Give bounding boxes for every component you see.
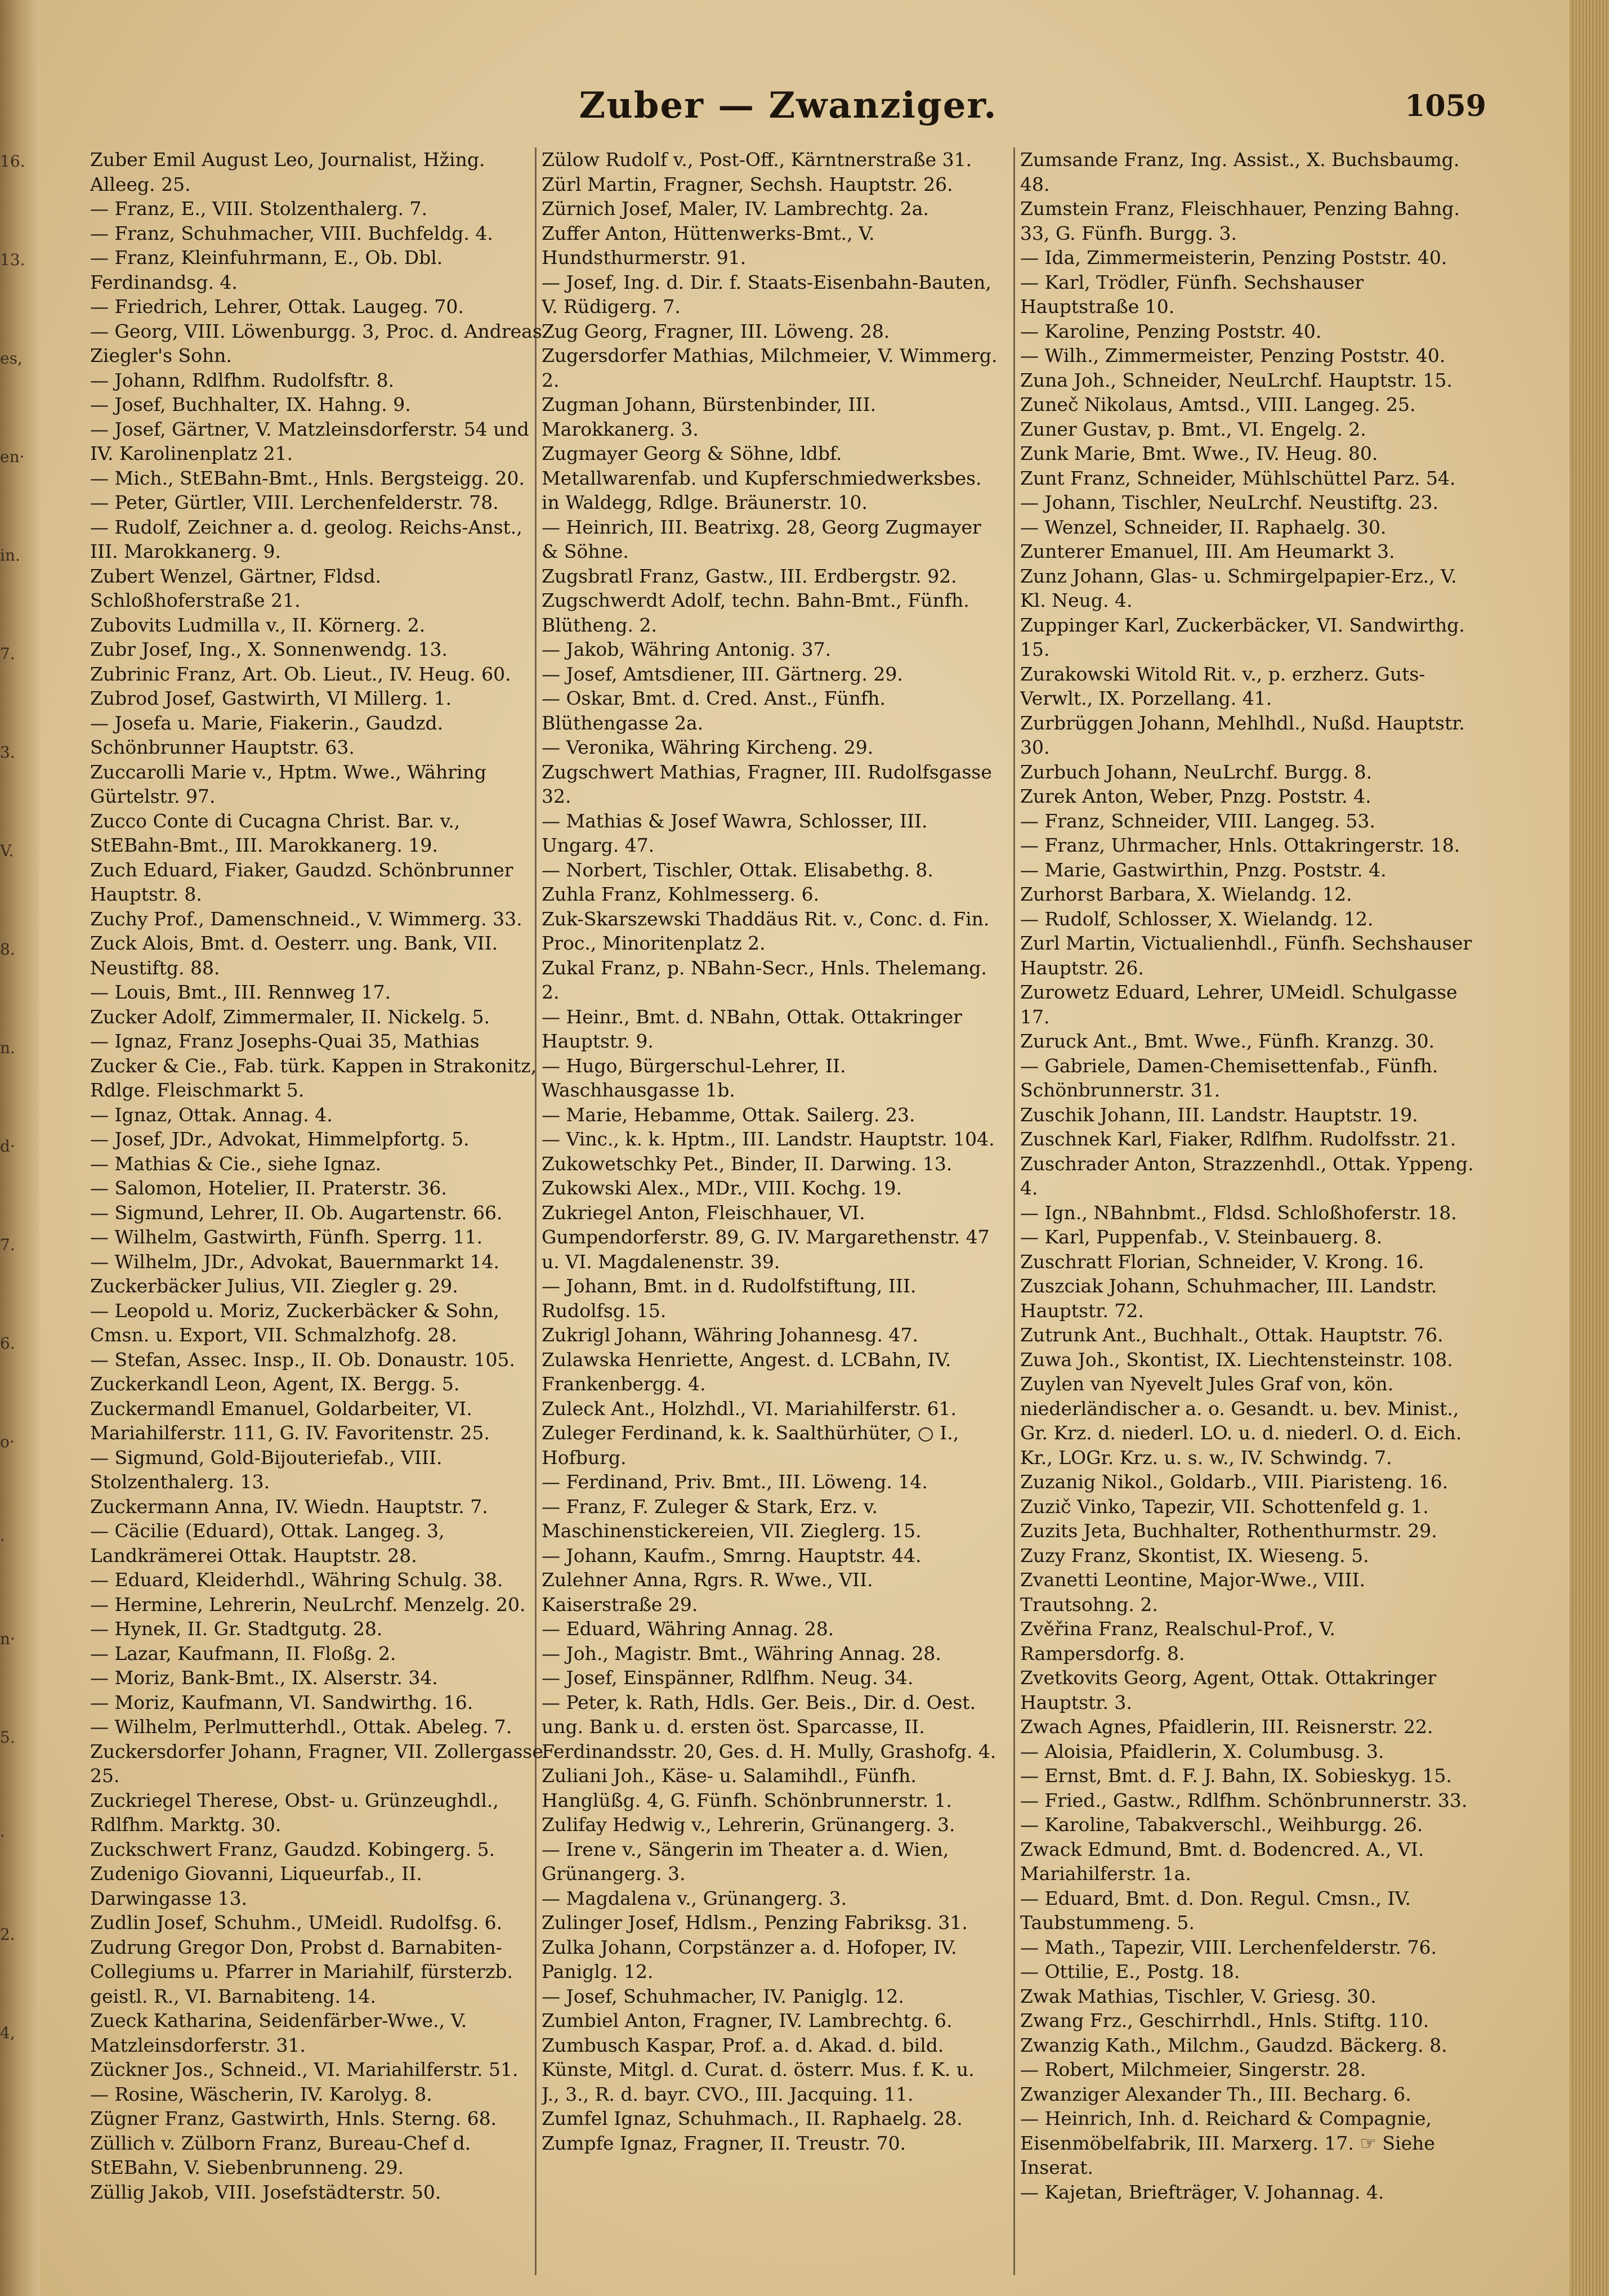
directory-entry: Zürl Martin, Fragner, Sechsh. Hauptstr. 26.: [542, 173, 953, 195]
directory-entry: — Lazar, Kaufmann, II. Floßg. 2.: [90, 1642, 396, 1664]
directory-entry: — Johann, Bmt. in d. Rudolfstiftung, III. Rudolfsg. 15.: [542, 1275, 917, 1322]
directory-entry: — Eduard, Währing Annag. 28.: [542, 1618, 834, 1640]
margin-fragment: 3.: [0, 743, 15, 762]
directory-entry: — Marie, Hebamme, Ottak. Sailerg. 23.: [542, 1103, 915, 1126]
directory-entry: Züllig Jakob, VIII. Josefstädterstr. 50.: [90, 2181, 441, 2203]
directory-entry: Zuffer Anton, Hüttenwerks-Bmt., V. Hundsthurmerstr. 91.: [542, 222, 875, 268]
directory-entry: Zückner Jos., Schneid., VI. Mariahilferstr. 51.: [90, 2058, 519, 2080]
margin-fragment: 2.: [0, 1925, 15, 1944]
directory-entry: Zunz Johann, Glas- u. Schmirgelpapier-Erz., V. Kl. Neug. 4.: [1020, 565, 1457, 611]
directory-entry: — Salomon, Hotelier, II. Praterstr. 36.: [90, 1177, 447, 1199]
directory-entry: Zumbiel Anton, Fragner, IV. Lambrechtg. 6.: [542, 2009, 953, 2031]
directory-entry: — Magdalena v., Grünangerg. 3.: [542, 1887, 847, 1909]
directory-entry: — Irene v., Sängerin im Theater a. d. Wien, Grünangerg. 3.: [542, 1838, 949, 1885]
directory-column-2: [542, 147, 998, 2281]
directory-entry: Zunk Marie, Bmt. Wwe., IV. Heug. 80.: [1020, 442, 1378, 464]
directory-entry: Zulawska Henriette, Angest. d. LCBahn, IV. Frankenbergg. 4.: [542, 1348, 951, 1395]
directory-entry: Zugersdorfer Mathias, Milchmeier, V. Wimmerg. 2.: [542, 344, 998, 391]
directory-entry: Zvetkovits Georg, Agent, Ottak. Ottakringer Hauptstr. 3.: [1020, 1667, 1437, 1713]
directory-entry: — Mathias & Cie., siehe Ignaz.: [90, 1152, 382, 1175]
directory-entry: Zuzič Vinko, Tapezir, VII. Schottenfeld g. 1.: [1020, 1495, 1429, 1518]
directory-entry: Zumfel Ignaz, Schuhmach., II. Raphaelg. 28.: [542, 2107, 963, 2129]
margin-fragment: 7.: [0, 1236, 15, 1254]
directory-entry: — Wilhelm, Perlmutterhdl., Ottak. Abeleg. 7.: [90, 1716, 512, 1738]
directory-entry: Zueck Katharina, Seidenfärber-Wwe., V. Matzleinsdorferstr. 31.: [90, 2009, 467, 2056]
directory-entry: — Franz, F. Zuleger & Stark, Erz. v. Maschinenstickereien, VII. Zieglerg. 15.: [542, 1495, 922, 1542]
directory-entry: — Oskar, Bmt. d. Cred. Anst., Fünfh. Blüthengasse 2a.: [542, 687, 886, 734]
directory-entry: — Fried., Gastw., Rdlfhm. Schönbrunnerstr. 33.: [1020, 1789, 1468, 1811]
directory-entry: Zurakowski Witold Rit. v., p. erzherz. Guts-Verwlt., IX. Porzellang. 41.: [1020, 663, 1425, 709]
directory-entry: Zuccarolli Marie v., Hptm. Wwe., Währing Gürtelstr. 97.: [90, 760, 486, 807]
directory-entry: — Ottilie, E., Postg. 18.: [1020, 1961, 1240, 1982]
directory-entry: Zugschwerdt Adolf, techn. Bahn-Bmt., Fünfh. Blütheng. 2.: [542, 589, 969, 636]
directory-entry: Zuch Eduard, Fiaker, Gaudzd. Schönbrunner Hauptstr. 8.: [90, 858, 513, 905]
directory-entry: Zutrunk Ant., Buchhalt., Ottak. Hauptstr. 76.: [1020, 1324, 1443, 1346]
directory-entry: Zumsande Franz, Ing. Assist., X. Buchsbaumg. 48.: [1020, 149, 1460, 195]
directory-entry: — Louis, Bmt., III. Rennweg 17.: [90, 981, 391, 1003]
directory-entry: — Rudolf, Zeichner a. d. geolog. Reichs-Anst., III. Marokkanerg. 9.: [90, 516, 522, 562]
directory-entry: — Eduard, Bmt. d. Don. Regul. Cmsn., IV. Taubstummeng. 5.: [1020, 1887, 1411, 1934]
directory-entry: — Rudolf, Schlosser, X. Wielandg. 12.: [1020, 907, 1374, 930]
directory-entry: Zügner Franz, Gastwirth, Hnls. Sterng. 68.: [90, 2107, 497, 2129]
directory-entry: Züllich v. Zülborn Franz, Bureau-Chef d. StEBahn, V. Siebenbrunneng. 29.: [90, 2132, 471, 2178]
directory-entry: — Eduard, Kleiderhdl., Währing Schulg. 38.: [90, 1569, 503, 1591]
directory-entry: Zuckriegel Therese, Obst- u. Grünzeughdl., Rdlfhm. Marktg. 30.: [90, 1789, 499, 1836]
directory-entry: Zuber Emil August Leo, Journalist, Hžing. Alleeg. 25.: [90, 149, 485, 195]
directory-entry: — Jakob, Währing Antonig. 37.: [542, 638, 832, 660]
directory-entry: — Josef, Buchhalter, IX. Hahng. 9.: [90, 393, 411, 415]
directory-entry: — Josef, Einspänner, Rdlfhm. Neug. 34.: [542, 1667, 914, 1689]
directory-entry: — Heinrich, III. Beatrixg. 28, Georg Zugmayer & Söhne.: [542, 516, 981, 562]
directory-entry: Zurbrüggen Johann, Mehlhdl., Nußd. Hauptstr. 30.: [1020, 711, 1465, 758]
directory-entry: — Joh., Magistr. Bmt., Währing Annag. 28.: [542, 1642, 941, 1664]
directory-entry: Zvanetti Leontine, Major-Wwe., VIII. Trautsohng. 2.: [1020, 1569, 1366, 1615]
margin-fragment: 13.: [0, 250, 25, 269]
directory-entry: — Josefa u. Marie, Fiakerin., Gaudzd. Schönbrunner Hauptstr. 63.: [90, 711, 444, 758]
directory-entry: Zuruck Ant., Bmt. Wwe., Fünfh. Kranzg. 30.: [1020, 1030, 1435, 1052]
directory-entry: — Wilh., Zimmermeister, Penzing Poststr. 40.: [1020, 344, 1446, 366]
margin-fragment: 16.: [0, 152, 25, 171]
directory-entry: Zurek Anton, Weber, Pnzg. Poststr. 4.: [1020, 785, 1371, 807]
directory-column-1: [90, 147, 546, 2281]
directory-entry: Zurhorst Barbara, X. Wielandg. 12.: [1020, 883, 1352, 905]
directory-entry: Zukrigl Johann, Währing Johannesg. 47.: [542, 1324, 918, 1346]
directory-entry: — Hynek, II. Gr. Stadtgutg. 28.: [90, 1618, 383, 1640]
directory-entry: Zuckermandl Emanuel, Goldarbeiter, VI. Mariahilferstr. 111, G. IV. Favoritenstr. 25.: [90, 1397, 490, 1444]
directory-entry: — Franz, Schuhmacher, VIII. Buchfeldg. 4.: [90, 222, 493, 244]
directory-entry: — Cäcilie (Eduard), Ottak. Langeg. 3, Landkrämerei Ottak. Hauptstr. 28.: [90, 1520, 445, 1567]
directory-entry: Zwanzig Kath., Milchm., Gaudzd. Bäckerg. 8.: [1020, 2034, 1447, 2056]
directory-entry: Zurbuch Johann, NeuLrchf. Burgg. 8.: [1020, 760, 1373, 783]
directory-entry: Zubrinic Franz, Art. Ob. Lieut., IV. Heug. 60.: [90, 663, 511, 685]
directory-entry: Zukal Franz, p. NBahn-Secr., Hnls. Thelemang. 2.: [542, 956, 987, 1003]
directory-entry: — Karoline, Penzing Poststr. 40.: [1020, 320, 1322, 342]
directory-entry: Zwang Frz., Geschirrhdl., Hnls. Stiftg. 110.: [1020, 2009, 1429, 2031]
directory-entry: — Ferdinand, Priv. Bmt., III. Löweng. 14.: [542, 1471, 928, 1493]
margin-fragment: V.: [0, 842, 14, 860]
directory-entry: Zuzits Jeta, Buchhalter, Rothenthurmstr. 29.: [1020, 1520, 1437, 1542]
directory-entry: — Karl, Trödler, Fünfh. Sechshauser Hauptstraße 10.: [1020, 271, 1364, 317]
page-number: 1059: [1405, 89, 1486, 123]
directory-entry: Zug Georg, Fragner, III. Löweng. 28.: [542, 320, 890, 342]
margin-fragment: n.: [0, 1039, 15, 1057]
page-edge: [1570, 0, 1609, 2296]
directory-entry: Zwak Mathias, Tischler, V. Griesg. 30.: [1020, 1985, 1376, 2007]
directory-entry: Zuckerbäcker Julius, VII. Ziegler g. 29.: [90, 1275, 458, 1297]
directory-entry: — Sigmund, Gold-Bijouteriefab., VIII. Stolzenthalerg. 13.: [90, 1446, 443, 1493]
directory-entry: Zuckermann Anna, IV. Wiedn. Hauptstr. 7.: [90, 1495, 488, 1518]
directory-entry: Zwack Edmund, Bmt. d. Bodencred. A., VI. Mariahilferstr. 1a.: [1020, 1838, 1424, 1885]
directory-entry: Zuner Gustav, p. Bmt., VI. Engelg. 2.: [1020, 418, 1366, 440]
directory-entry: Zuckersdorfer Johann, Fragner, VII. Zollergasse 25.: [90, 1740, 543, 1787]
directory-entry: Zubr Josef, Ing., X. Sonnenwendg. 13.: [90, 638, 448, 660]
directory-entry: Zuchy Prof., Damenschneid., V. Wimmerg. 33.: [90, 907, 522, 930]
directory-entry: — Norbert, Tischler, Ottak. Elisabethg. 8.: [542, 858, 933, 881]
directory-entry: Zugsbratl Franz, Gastw., III. Erdbergstr. 92.: [542, 565, 957, 587]
directory-entry: Zurl Martin, Victualienhdl., Fünfh. Sechshauser Hauptstr. 26.: [1020, 932, 1472, 979]
directory-entry: — Ida, Zimmermeisterin, Penzing Poststr. 40.: [1020, 247, 1447, 268]
directory-entry: — Franz, Kleinfuhrmann, E., Ob. Dbl. Ferdinandsg. 4.: [90, 247, 443, 293]
directory-entry: — Wilhelm, JDr., Advokat, Bauernmarkt 14.: [90, 1250, 499, 1273]
page-header: [90, 84, 1486, 135]
directory-entry: — Peter, Gürtler, VIII. Lerchenfelderstr. 78.: [90, 491, 499, 513]
directory-entry: Zuckschwert Franz, Gaudzd. Kobingerg. 5.: [90, 1838, 495, 1860]
directory-entry: Zugman Johann, Bürstenbinder, III. Marokkanerg. 3.: [542, 393, 877, 440]
directory-entry: — Leopold u. Moriz, Zuckerbäcker & Sohn, Cmsn. u. Export, VII. Schmalzhofg. 28.: [90, 1299, 499, 1346]
directory-entry: Zubert Wenzel, Gärtner, Fldsd. Schloßhoferstraße 21.: [90, 565, 381, 611]
directory-entry: — Robert, Milchmeier, Singerstr. 28.: [1020, 2058, 1366, 2080]
directory-entry: — Mich., StEBahn-Bmt., Hnls. Bergsteigg. 20.: [90, 467, 525, 489]
directory-entry: Zumstein Franz, Fleischhauer, Penzing Bahng. 33, G. Fünfh. Burgg. 3.: [1020, 198, 1460, 244]
directory-entry: — Vinc., k. k. Hptm., III. Landstr. Hauptstr. 104.: [542, 1128, 995, 1150]
directory-entry: — Josef, Ing. d. Dir. f. Staats-Eisenbahn-Bauten, V. Rüdigerg. 7.: [542, 271, 991, 317]
directory-entry: — Karoline, Tabakverschl., Weihburgg. 26.: [1020, 1814, 1423, 1836]
margin-fragment: ·: [0, 1531, 5, 1550]
directory-entry: Zunterer Emanuel, III. Am Heumarkt 3.: [1020, 540, 1395, 562]
directory-entry: Zvěřina Franz, Realschul-Prof., V. Rampersdorfg. 8.: [1020, 1618, 1335, 1664]
directory-entry: Zwach Agnes, Pfaidlerin, III. Reisnerstr. 22.: [1020, 1716, 1433, 1738]
directory-entry: — Moriz, Kaufmann, VI. Sandwirthg. 16.: [90, 1691, 473, 1713]
directory-entry: Zuk-Skarszewski Thaddäus Rit. v., Conc. d. Fin. Proc., Minoritenplatz 2.: [542, 907, 990, 954]
directory-entry: — Johann, Kaufm., Smrng. Hauptstr. 44.: [542, 1544, 922, 1567]
margin-fragment: 5.: [0, 1728, 15, 1747]
margin-fragment: 4,: [0, 2024, 15, 2042]
directory-entry: — Johann, Tischler, NeuLrchf. Neustiftg. 23.: [1020, 491, 1439, 513]
directory-entry: — Ignaz, Ottak. Annag. 4.: [90, 1103, 333, 1126]
directory-entry: Zuppinger Karl, Zuckerbäcker, VI. Sandwirthg. 15.: [1020, 614, 1465, 660]
directory-entry: — Aloisia, Pfaidlerin, X. Columbusg. 3.: [1020, 1740, 1384, 1762]
directory-entry: — Franz, E., VIII. Stolzenthalerg. 7.: [90, 198, 428, 220]
directory-entry: Zukowetschky Pet., Binder, II. Darwing. 13.: [542, 1152, 953, 1175]
directory-entry: — Kajetan, Briefträger, V. Johannag. 4.: [1020, 2181, 1384, 2203]
directory-entry: — Gabriele, Damen-Chemisettenfab., Fünfh. Schönbrunnerstr. 31.: [1020, 1054, 1438, 1101]
directory-entry: — Hermine, Lehrerin, NeuLrchf. Menzelg. 20.: [90, 1593, 526, 1615]
directory-entry: — Franz, Uhrmacher, Hnls. Ottakringerstr. 18.: [1020, 834, 1460, 856]
directory-entry: Zuleck Ant., Holzhdl., VI. Mariahilferstr. 61.: [542, 1397, 957, 1420]
directory-entry: Zukowski Alex., MDr., VIII. Kochg. 19.: [542, 1177, 902, 1199]
margin-fragment: 6.: [0, 1334, 15, 1353]
directory-entry: Zulka Johann, Corpstänzer a. d. Hofoper, IV. Paniglg. 12.: [542, 1936, 957, 1982]
directory-entry: Zumbusch Kaspar, Prof. a. d. Akad. d. bild. Künste, Mitgl. d. Curat. d. österr. Mus. f. K. u. J., 3., R. d. bayr. CVO., III. Jacquing. 11.: [542, 2034, 975, 2105]
directory-entry: — Peter, k. Rath, Hdls. Ger. Beis., Dir. d. Oest. ung. Bank u. d. ersten öst. Sparcasse, II. Ferdinandsstr. 20, Ges. d. H. Mully, Grashofg. 4.: [542, 1691, 996, 1762]
directory-entry: — Hugo, Bürgerschul-Lehrer, II. Waschhausgasse 1b.: [542, 1054, 846, 1101]
directory-entry: Zuck Alois, Bmt. d. Oesterr. ung. Bank, VII. Neustiftg. 88.: [90, 932, 498, 979]
directory-entry: — Josef, Schuhmacher, IV. Paniglg. 12.: [542, 1985, 904, 2007]
directory-entry: — Rosine, Wäscherin, IV. Karolyg. 8.: [90, 2083, 432, 2105]
directory-entry: — Ignaz, Franz Josephs-Quai 35, Mathias Zucker & Cie., Fab. türk. Kappen in Strakonitz, Rdlge. Fleischmarkt 5.: [90, 1030, 537, 1101]
directory-entry: Zulifay Hedwig v., Lehrerin, Grünangerg. 3.: [542, 1814, 955, 1836]
directory-entry: — Moriz, Bank-Bmt., IX. Alserstr. 34.: [90, 1667, 438, 1689]
directory-entry: — Franz, Schneider, VIII. Langeg. 53.: [1020, 809, 1375, 832]
directory-entry: Zunt Franz, Schneider, Mühlschüttel Parz. 54.: [1020, 467, 1456, 489]
margin-fragment: n·: [0, 1630, 15, 1648]
page-title: Zuber — Zwanziger.: [579, 84, 998, 127]
directory-entry: — Josef, JDr., Advokat, Himmelpfortg. 5.: [90, 1128, 470, 1150]
directory-entry: Zuszciak Johann, Schuhmacher, III. Landstr. Hauptstr. 72.: [1020, 1275, 1437, 1322]
directory-entry: — Mathias & Josef Wawra, Schlosser, III. Ungarg. 47.: [542, 809, 928, 856]
margin-fragment: es,: [0, 349, 23, 368]
directory-column-3: [1020, 147, 1476, 2281]
directory-entry: Zuleger Ferdinand, k. k. Saalthürhüter, ○ I., Hofburg.: [542, 1422, 959, 1469]
directory-entry: Zudrung Gregor Don, Probst d. Barnabiten-Collegiums u. Pfarrer in Mariahilf, fürsterzb. geistl. R., VI. Barnabiteng. 14.: [90, 1936, 513, 2007]
margin-fragment: ·: [0, 1827, 5, 1845]
directory-entry: — Marie, Gastwirthin, Pnzg. Poststr. 4.: [1020, 858, 1387, 881]
directory-entry: — Ernst, Bmt. d. F. J. Bahn, IX. Sobieskyg. 15.: [1020, 1765, 1452, 1787]
margin-fragment: d·: [0, 1137, 15, 1156]
directory-entry: Zürnich Josef, Maler, IV. Lambrechtg. 2a.: [542, 198, 929, 220]
directory-entry: Zugschwert Mathias, Fragner, III. Rudolfsgasse 32.: [542, 760, 992, 807]
directory-entry: Zubovits Ludmilla v., II. Körnerg. 2.: [90, 614, 426, 636]
directory-entry: Zuschik Johann, III. Landstr. Hauptstr. 19.: [1020, 1103, 1418, 1126]
directory-entry: Zudlin Josef, Schuhm., UMeidl. Rudolfsg. 6.: [90, 1912, 503, 1934]
directory-entry: — Johann, Rdlfhm. Rudolfsftr. 8.: [90, 369, 395, 391]
directory-entry: — Wilhelm, Gastwirth, Fünfh. Sperrg. 11.: [90, 1226, 483, 1248]
directory-entry: Zuschnek Karl, Fiaker, Rdlfhm. Rudolfsstr. 21.: [1020, 1128, 1456, 1150]
directory-entry: — Heinrich, Inh. d. Reichard & Compagnie, Eisenmöbelfabrik, III. Marxerg. 17. ☞ Siehe Inserat.: [1020, 2107, 1435, 2178]
directory-entry: Zucker Adolf, Zimmermaler, II. Nickelg. 5.: [90, 1005, 490, 1028]
directory-entry: Zuna Joh., Schneider, NeuLrchf. Hauptstr. 15.: [1020, 369, 1452, 391]
directory-entry: Zulehner Anna, Rgrs. R. Wwe., VII. Kaiserstraße 29.: [542, 1569, 873, 1615]
directory-entry: Zubrod Josef, Gastwirth, VI Millerg. 1.: [90, 687, 452, 709]
directory-entry: Zucco Conte di Cucagna Christ. Bar. v., StEBahn-Bmt., III. Marokkanerg. 19.: [90, 809, 461, 856]
directory-entry: — Ign., NBahnbmt., Fldsd. Schloßhoferstr. 18.: [1020, 1201, 1457, 1224]
directory-entry: — Wenzel, Schneider, II. Raphaelg. 30.: [1020, 516, 1387, 538]
directory-entry: — Sigmund, Lehrer, II. Ob. Augartenstr. 66.: [90, 1201, 503, 1224]
directory-entry: — Heinr., Bmt. d. NBahn, Ottak. Ottakringer Hauptstr. 9.: [542, 1005, 962, 1052]
directory-entry: — Math., Tapezir, VIII. Lerchenfelderstr. 76.: [1020, 1936, 1437, 1958]
directory-entry: — Georg, VIII. Löwenburgg. 3, Proc. d. Andreas Ziegler's Sohn.: [90, 320, 542, 366]
directory-entry: — Veronika, Währing Kircheng. 29.: [542, 736, 874, 758]
margin-fragment: o·: [0, 1433, 15, 1451]
directory-entry: — Karl, Puppenfab., V. Steinbauerg. 8.: [1020, 1226, 1383, 1248]
directory-entry: — Friedrich, Lehrer, Ottak. Laugeg. 70.: [90, 296, 464, 317]
directory-entry: — Josef, Gärtner, V. Matzleinsdorferstr. 54 und IV. Karolinenplatz 21.: [90, 418, 529, 464]
directory-entry: Zuschratt Florian, Schneider, V. Krong. 16.: [1020, 1250, 1424, 1273]
directory-entry: Zumpfe Ignaz, Fragner, II. Treustr. 70.: [542, 2132, 906, 2154]
directory-entry: Zuylen van Nyevelt Jules Graf von, kön. niederländischer a. o. Gesandt. u. bev. Minist., Gr. Krz. d. niederl. LO. u. d. niederl. O. d. Eich. Kr., LOGr. Krz. u. s. w., IV. Schwindg. 7.: [1020, 1373, 1462, 1469]
directory-entry: — Josef, Amtsdiener, III. Gärtnerg. 29.: [542, 663, 903, 685]
directory-entry: Zuschrader Anton, Strazzenhdl., Ottak. Yppeng. 4.: [1020, 1152, 1474, 1199]
directory-entry: Zuwa Joh., Skontist, IX. Liechtensteinstr. 108.: [1020, 1348, 1453, 1371]
column-rule-2: [1013, 147, 1015, 2275]
directory-entry: Zukriegel Anton, Fleischhauer, VI. Gumpendorferstr. 89, G. IV. Margarethenstr. 47 u. VI. Magdalenenstr. 39.: [542, 1201, 990, 1273]
directory-entry: Zuneč Nikolaus, Amtsd., VIII. Langeg. 25.: [1020, 393, 1416, 415]
margin-fragment: 8.: [0, 940, 15, 959]
directory-entry: Zudenigo Giovanni, Liqueurfab., II. Darwingasse 13.: [90, 1863, 422, 1909]
directory-entry: Zülow Rudolf v., Post-Off., Kärntnerstraße 31.: [542, 149, 972, 171]
directory-entry: Zuzanig Nikol., Goldarb., VIII. Piaristeng. 16.: [1020, 1471, 1449, 1493]
margin-fragment: in.: [0, 546, 20, 565]
directory-entry: Zuhla Franz, Kohlmesserg. 6.: [542, 883, 820, 905]
directory-entry: Zuliani Joh., Käse- u. Salamihdl., Fünfh. Hanglüßg. 4, G. Fünfh. Schönbrunnerstr. 1.: [542, 1765, 953, 1811]
directory-entry: Zulinger Josef, Hdlsm., Penzing Fabriksg. 31.: [542, 1912, 968, 1934]
directory-entry: Zurowetz Eduard, Lehrer, UMeidl. Schulgasse 17.: [1020, 981, 1458, 1028]
directory-entry: Zwanziger Alexander Th., III. Becharg. 6.: [1020, 2083, 1411, 2105]
directory-entry: — Stefan, Assec. Insp., II. Ob. Donaustr. 105.: [90, 1348, 516, 1371]
directory-entry: Zuzy Franz, Skontist, IX. Wieseng. 5.: [1020, 1544, 1369, 1567]
directory-entry: Zuckerkandl Leon, Agent, IX. Bergg. 5.: [90, 1373, 460, 1395]
margin-fragment: 7.: [0, 645, 15, 663]
margin-fragment: en·: [0, 447, 25, 466]
directory-entry: Zugmayer Georg & Söhne, ldbf. Metallwarenfab. und Kupferschmiedwerksbes. in Waldegg, Rdlge. Bräunerstr. 10.: [542, 442, 982, 513]
